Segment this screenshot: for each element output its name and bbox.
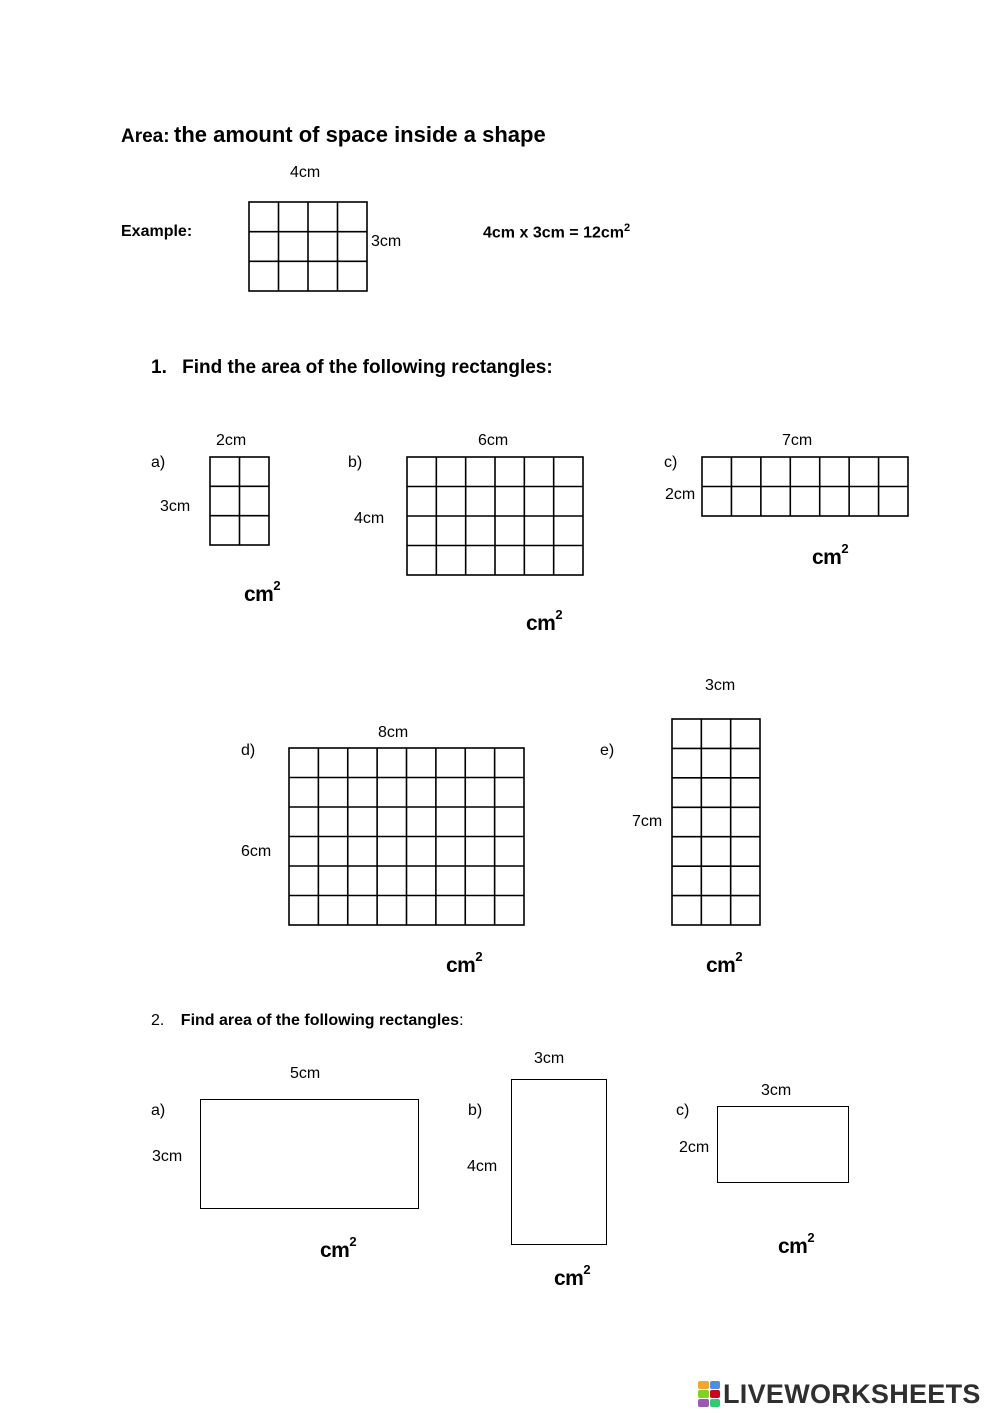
q1a-width-label: 2cm bbox=[216, 432, 247, 449]
q1b-answer-unit bbox=[526, 607, 563, 636]
q1e-answer-unit bbox=[706, 949, 743, 978]
q2b-height-label: 4cm bbox=[467, 1158, 498, 1175]
q2b-rectangle bbox=[511, 1079, 607, 1245]
q1c-answer-unit bbox=[812, 541, 849, 570]
section2-title-suffix: : bbox=[459, 1012, 464, 1029]
q1e-grid bbox=[672, 719, 760, 925]
q1c-width-label: 7cm bbox=[782, 432, 813, 449]
section1-heading bbox=[151, 357, 553, 379]
brand-logo bbox=[698, 1378, 981, 1410]
page-title bbox=[121, 122, 546, 148]
q2a-height-label: 3cm bbox=[152, 1148, 183, 1165]
unit-text: cm bbox=[706, 954, 736, 977]
logo-cell bbox=[698, 1381, 709, 1389]
example-width-label: 4cm bbox=[290, 164, 321, 181]
q1a-letter: a) bbox=[151, 454, 166, 471]
unit-sup: 2 bbox=[807, 1230, 815, 1245]
q1d-letter: d) bbox=[241, 742, 256, 759]
unit-sup: 2 bbox=[841, 541, 849, 556]
example-equation bbox=[483, 222, 630, 242]
example-grid bbox=[249, 202, 367, 291]
q2b-answer-unit bbox=[554, 1262, 591, 1291]
section1-number: 1. bbox=[151, 357, 167, 378]
q2c-width-label: 3cm bbox=[761, 1082, 792, 1099]
title-definition: the amount of space inside a shape bbox=[174, 122, 546, 147]
q1e-width-label: 3cm bbox=[705, 677, 736, 694]
q2b-width-label: 3cm bbox=[534, 1050, 565, 1067]
q2a-width-label: 5cm bbox=[290, 1065, 321, 1082]
liveworksheets-logo-icon bbox=[698, 1381, 720, 1407]
unit-sup: 2 bbox=[735, 949, 743, 964]
logo-cell bbox=[698, 1399, 709, 1407]
q1b-grid bbox=[407, 457, 583, 575]
unit-text: cm bbox=[446, 954, 476, 977]
q1d-answer-unit bbox=[446, 949, 483, 978]
equation-sup: 2 bbox=[624, 222, 631, 234]
q2a-rectangle bbox=[200, 1099, 419, 1209]
example-height-label: 3cm bbox=[371, 233, 402, 250]
brand-name: LIVEWORKSHEETS bbox=[723, 1378, 981, 1409]
unit-text: cm bbox=[526, 612, 556, 635]
title-lead: Area: bbox=[121, 126, 170, 147]
q2a-answer-unit bbox=[320, 1234, 357, 1263]
q2b-letter: b) bbox=[468, 1102, 483, 1119]
q1a-height-label: 3cm bbox=[160, 498, 191, 515]
example-label: Example: bbox=[121, 223, 193, 240]
q1c-height-label: 2cm bbox=[665, 486, 696, 503]
q1b-height-label: 4cm bbox=[354, 510, 385, 527]
unit-text: cm bbox=[244, 583, 274, 606]
q1e-letter: e) bbox=[600, 742, 615, 759]
unit-sup: 2 bbox=[555, 607, 563, 622]
section2-title: Find area of the following rectangles bbox=[180, 1012, 460, 1029]
q1a-answer-unit bbox=[244, 578, 281, 607]
unit-text: cm bbox=[778, 1235, 808, 1258]
q1a-grid bbox=[210, 457, 269, 545]
unit-text: cm bbox=[554, 1267, 584, 1290]
q2a-letter: a) bbox=[151, 1102, 166, 1119]
q1d-width-label: 8cm bbox=[378, 724, 409, 741]
logo-cell bbox=[698, 1390, 709, 1398]
logo-cell bbox=[710, 1390, 721, 1398]
grid-border bbox=[672, 719, 760, 925]
q2c-height-label: 2cm bbox=[679, 1139, 710, 1156]
q1b-width-label: 6cm bbox=[478, 432, 509, 449]
logo-cell bbox=[710, 1399, 721, 1407]
q2c-letter: c) bbox=[676, 1102, 690, 1119]
unit-text: cm bbox=[320, 1239, 350, 1262]
logo-cell bbox=[710, 1381, 721, 1389]
unit-sup: 2 bbox=[583, 1262, 591, 1277]
unit-text: cm bbox=[812, 546, 842, 569]
equation-text: 4cm x 3cm = 12cm bbox=[483, 224, 624, 242]
q1d-height-label: 6cm bbox=[241, 843, 272, 860]
q1b-letter: b) bbox=[348, 454, 363, 471]
q2c-answer-unit bbox=[778, 1230, 815, 1259]
unit-sup: 2 bbox=[475, 949, 483, 964]
section2-number: 2. bbox=[151, 1012, 165, 1029]
section1-title: Find the area of the following rectangles: bbox=[182, 357, 553, 378]
q1e-height-label: 7cm bbox=[632, 813, 663, 830]
section2-heading bbox=[151, 1012, 464, 1030]
q1d-grid bbox=[289, 748, 524, 925]
unit-sup: 2 bbox=[273, 578, 281, 593]
q1c-grid bbox=[702, 457, 908, 516]
q2c-rectangle bbox=[717, 1106, 849, 1183]
q1c-letter: c) bbox=[664, 454, 678, 471]
unit-sup: 2 bbox=[349, 1234, 357, 1249]
